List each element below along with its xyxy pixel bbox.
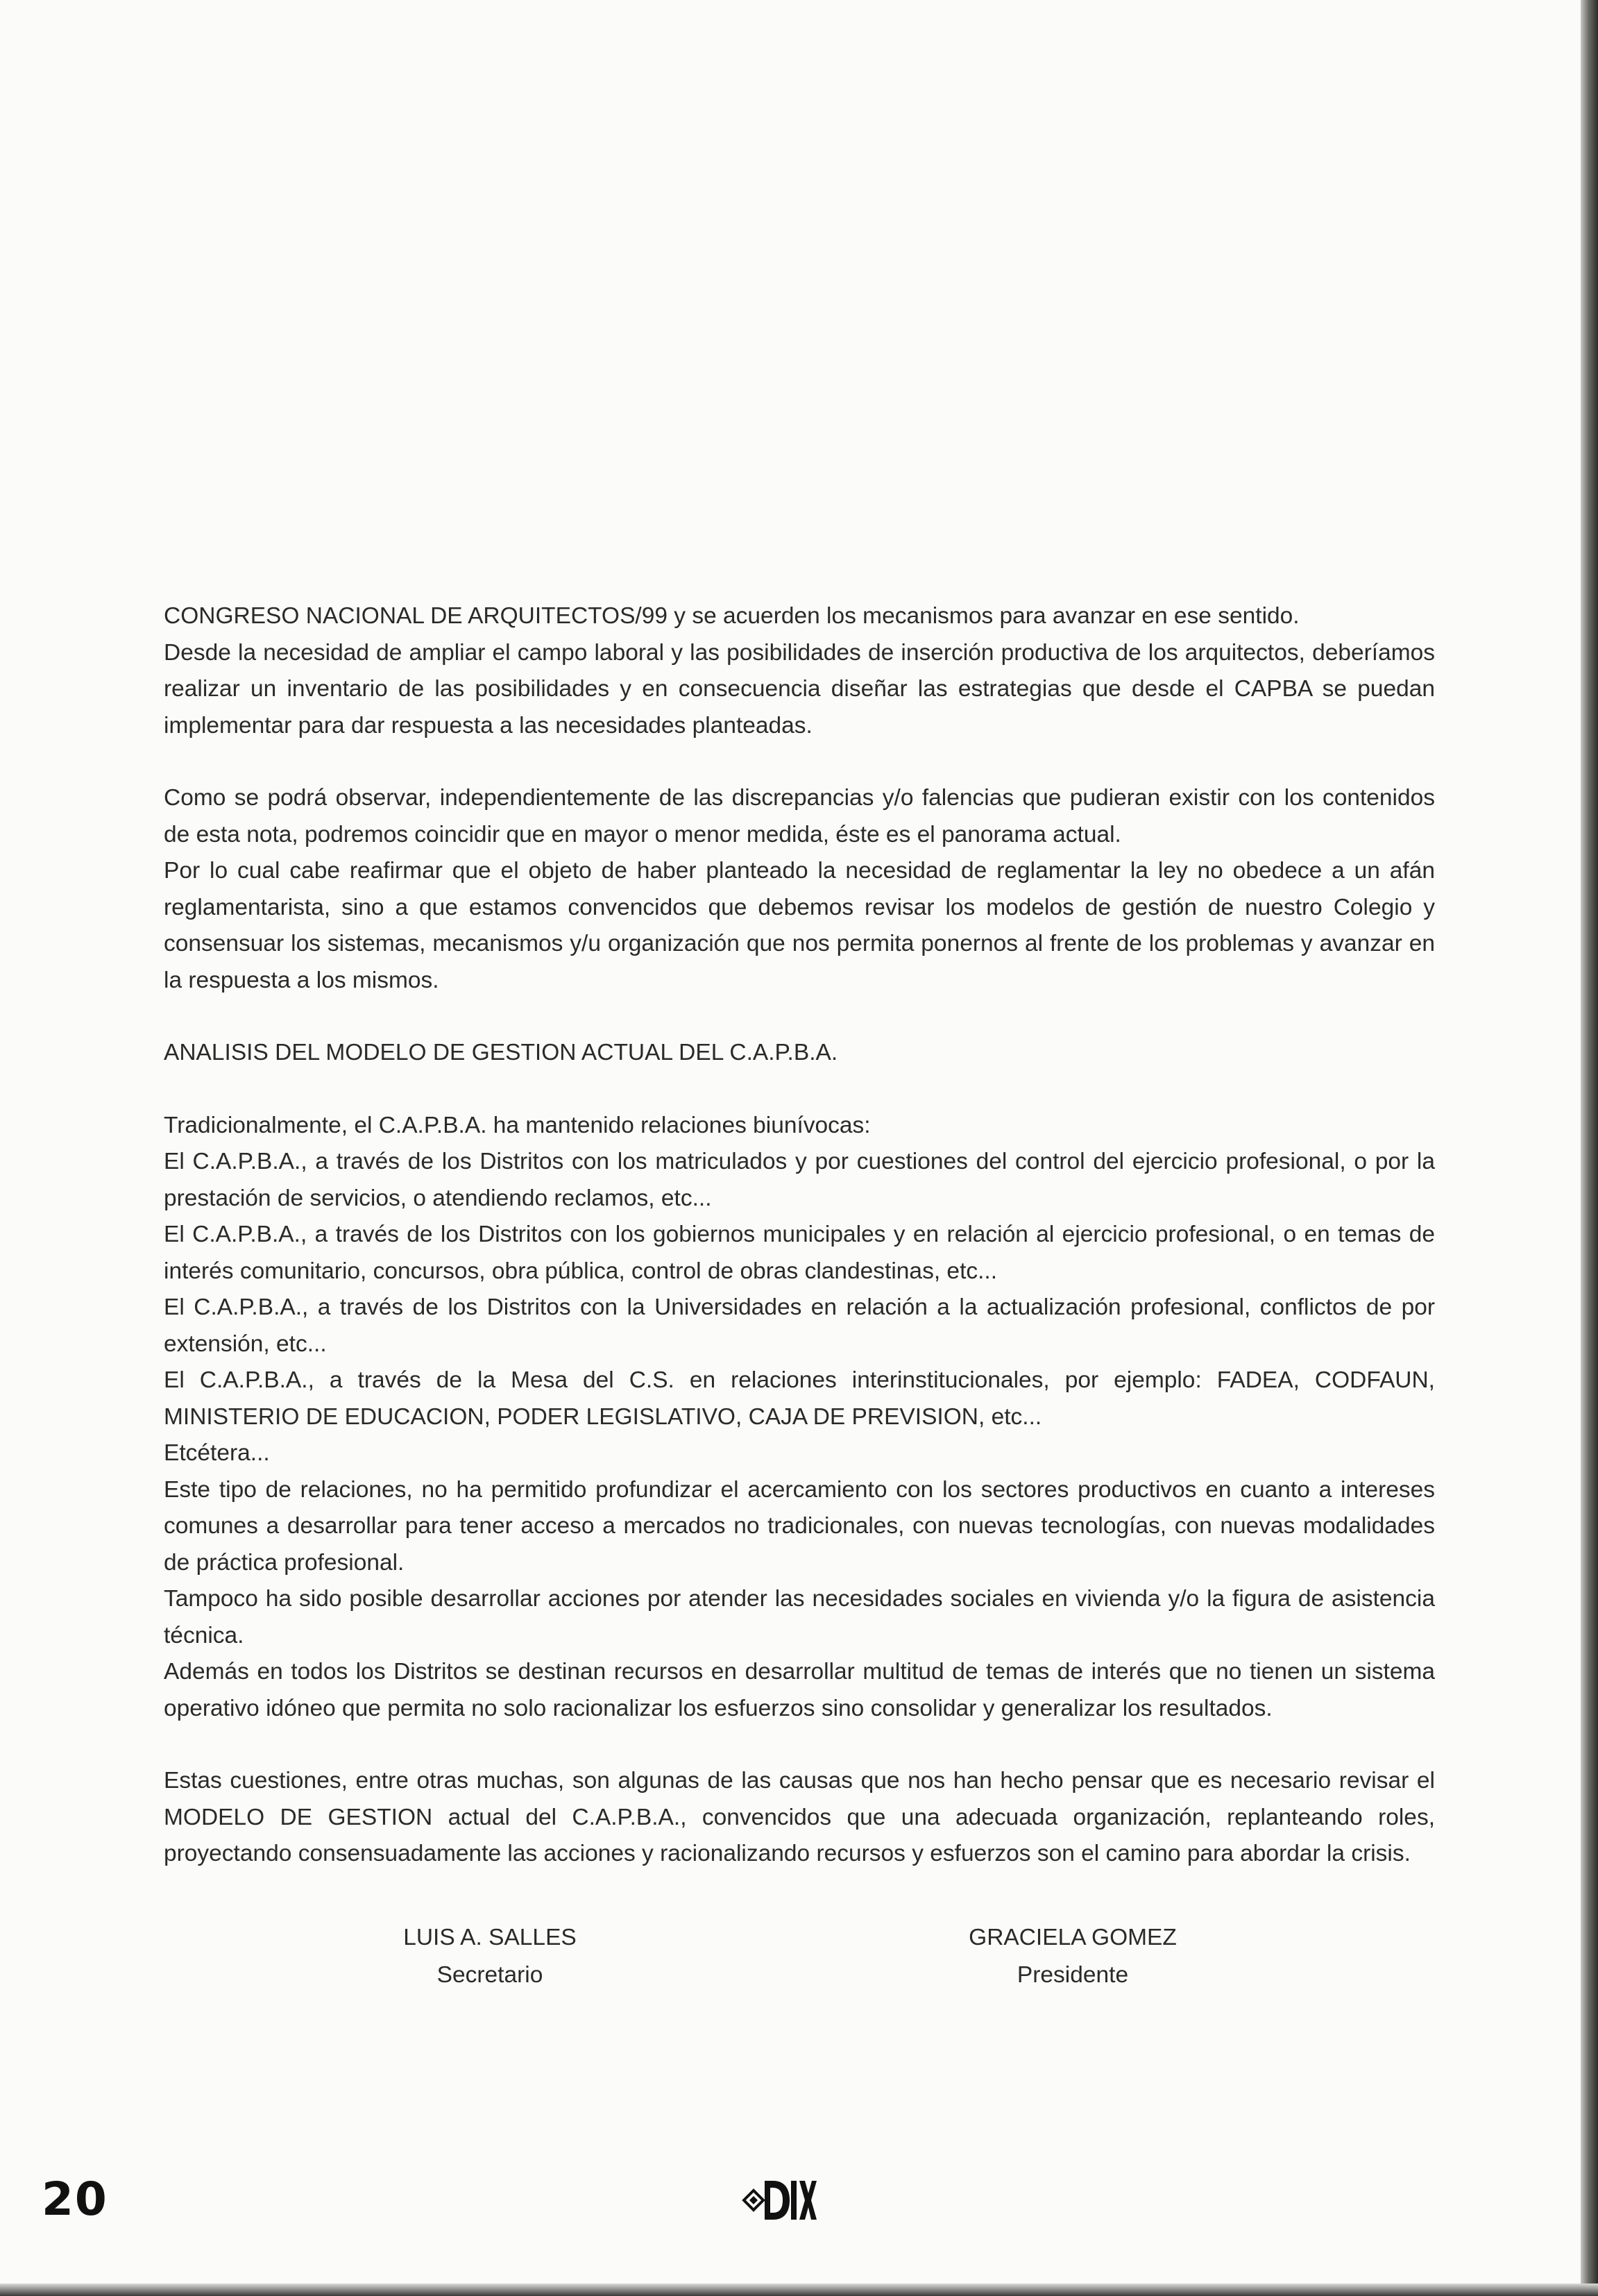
paragraph-block [164, 1763, 1435, 1873]
page-number: 20 [42, 2172, 108, 2226]
paragraph: El C.A.P.B.A., a través de los Distritos con los gobiernos municipales y en relación al ejercicio profesional, o en temas de interés comunitario, concursos, obra pública, control de obras clandestinas, etc... [164, 1222, 1435, 1284]
paragraph: El C.A.P.B.A., a través de los Distritos con los matriculados y por cuestiones del control del ejercicio profesional, o por la prestación de servicios, o atendiendo reclamos, etc... [164, 1149, 1435, 1211]
paragraph: CONGRESO NACIONAL DE ARQUITECTOS/99 y se acuerden los mecanismos para avanzar en ese sentido. [164, 603, 1300, 629]
paragraph: Como se podrá observar, independientemente de las discrepancias y/o falencias que pudieran existir con los contenidos de esta nota, podremos coincidir que en mayor o menor medida, éste es el panorama actual. [164, 785, 1435, 847]
paragraph: El C.A.P.B.A., a través de la Mesa del C.S. en relaciones interinstitucionales, por ejemplo: FADEA, CODFAUN, MINISTERIO DE EDUCACION, PODER LEGISLATIVO, CAJA DE PREVISION, etc... [164, 1367, 1435, 1430]
signatory-role: Secretario [436, 1962, 543, 1988]
paragraph: Desde la necesidad de ampliar el campo laboral y las posibilidades de inserción productiva de los arquitectos, deberíamos realizar un inventario de las posibilidades y en consecuencia diseñar las estrategias que desde el CAPBA se puedan implementar para dar respuesta a las necesidades planteadas. [164, 639, 1435, 738]
paragraph: El C.A.P.B.A., a través de los Distritos con la Universidades en relación a la actualización profesional, conflictos de por extensión, etc... [164, 1294, 1435, 1357]
signature-secretario [344, 1919, 636, 1994]
section-heading: ANALISIS DEL MODELO DE GESTION ACTUAL DEL C.A.P.B.A. [164, 1040, 838, 1065]
paragraph: Etcétera... [164, 1440, 270, 1466]
paragraph: Tradicionalmente, el C.A.P.B.A. ha mantenido relaciones biunívocas: [164, 1112, 871, 1138]
page-binding-edge [1581, 0, 1598, 2296]
signatory-name: GRACIELA GOMEZ [969, 1925, 1177, 1950]
paragraph: Estas cuestiones, entre otras muchas, son algunas de las causas que nos han hecho pensar que es necesario revisar el MODELO DE GESTION actual del C.A.P.B.A., convencidos que una adecuada organización, replanteando roles, proyectando consensuadamente las acciones y racionalizando recursos y esfuerzos son el camino para abordar la crisis. [164, 1768, 1435, 1866]
paragraph-block [164, 780, 1435, 999]
paragraph: Tampoco ha sido posible desarrollar acciones por atender las necesidades sociales en vivienda y/o la figura de asistencia técnica. [164, 1586, 1435, 1648]
paragraph-block [164, 1108, 1435, 1728]
paragraph-block [164, 598, 1435, 744]
paragraph: Este tipo de relaciones, no ha permitido profundizar el acercamiento con los sectores productivos en cuanto a intereses comunes a desarrollar para tener acceso a mercados no tradicionales, con nuevas tecnologías, con nuevas modalidades de práctica profesional. [164, 1476, 1435, 1576]
signatory-name: LUIS A. SALLES [403, 1925, 577, 1950]
letter-body [164, 598, 1435, 1873]
signature-presidente [927, 1919, 1218, 1994]
section-heading-block [164, 1035, 1435, 1072]
page-bottom-edge [0, 2284, 1598, 2296]
dix-logo-icon [741, 2172, 817, 2228]
signatory-role: Presidente [1017, 1962, 1129, 1988]
paragraph: Además en todos los Distritos se destinan recursos en desarrollar multitud de temas de interés que no tienen un sistema operativo idóneo que permita no solo racionalizar los esfuerzos sino consolidar y generalizar los resultados. [164, 1659, 1435, 1721]
paragraph: Por lo cual cabe reafirmar que el objeto de haber planteado la necesidad de reglamentar la ley no obedece a un afán reglamentarista, sino a que estamos convencidos que debemos revisar los modelos de gestión de nuestro Colegio y consensuar los sistemas, mecanismos y/u organización que nos permita ponernos al frente de los problemas y avanzar en la respuesta a los mismos. [164, 858, 1435, 993]
